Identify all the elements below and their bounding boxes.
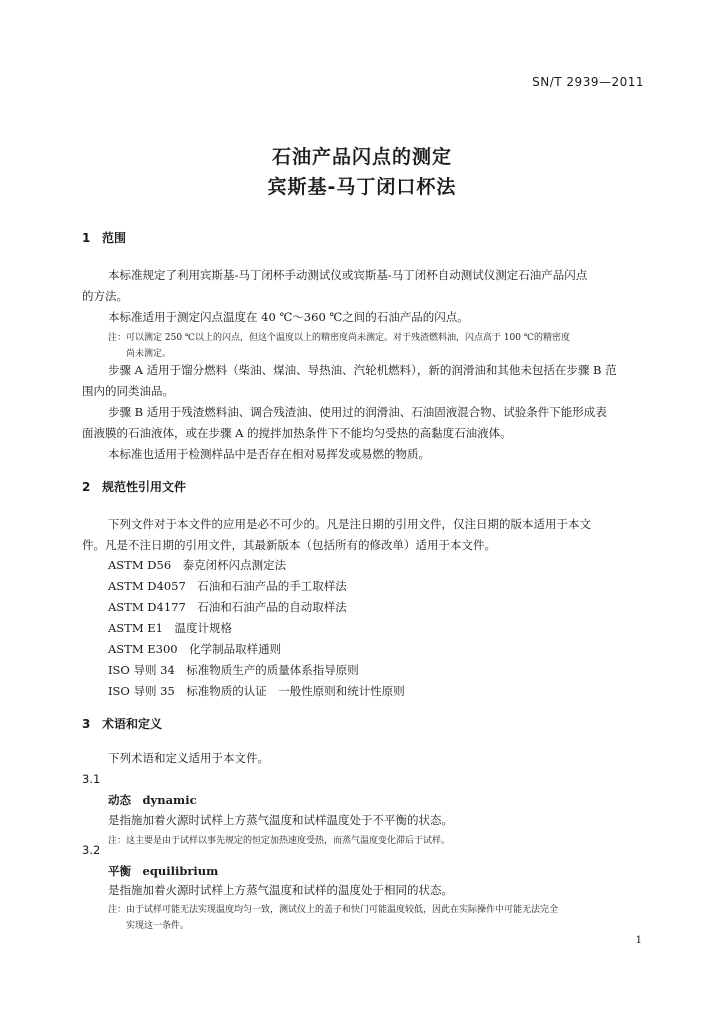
section-title: 术语和定义 [102,717,163,731]
reference-item [108,662,359,678]
reference-item [108,620,232,636]
paragraph: 面液膜的石油液体，或在步骤 A 的搅拌加热条件下不能均匀受热的高黏度石油液体。 [82,426,512,440]
reference-title: 标准物质的认证 一般性原则和统计性原则 [186,684,405,698]
reference-item [108,641,281,657]
note: 注：这主要是由于试样以事先规定的恒定加热速度受热，而蒸气温度变化滞后于试样。 [108,836,451,846]
section-title: 范围 [102,231,127,245]
term-number: 3.2 [82,843,101,857]
paragraph: 下列文件对于本文件的应用是必不可少的。凡是注日期的引用文件，仅注日期的版本适用于本文 [108,517,591,531]
reference-code: ASTM D4057 [108,579,186,593]
section-3-heading [82,715,162,732]
paragraph: 本标准规定了利用宾斯基-马丁闭杯手动测试仪或宾斯基-马丁闭杯自动测试仪测定石油产品闪点 [108,268,588,282]
reference-code: ISO 导则 34 [108,663,175,677]
term-zh: 平衡 [108,864,131,878]
section-title: 规范性引用文件 [102,480,187,494]
paragraph: 下列术语和定义适用于本文件。 [108,751,269,765]
reference-title: 泰克闭杯闪点测定法 [182,558,287,572]
reference-title: 石油和石油产品的手工取样法 [197,579,347,593]
note: 尚未测定。 [126,349,172,359]
reference-code: ASTM E1 [108,621,163,635]
term-en: dynamic [142,793,197,807]
paragraph: 本标准也适用于检测样品中是否存在相对易挥发或易燃的物质。 [108,447,430,461]
page-number: 1 [635,935,642,946]
section-1-heading [82,229,126,246]
reference-item [108,599,347,615]
title-line-1: 石油产品闪点的测定 [271,146,452,168]
paragraph: 步骤 B 适用于残渣燃料油、调合残渣油、使用过的润滑油、石油固液混合物、试验条件下能形成表 [108,405,607,419]
reference-title: 温度计规格 [174,621,232,635]
paragraph: 本标准适用于测定闪点温度在 40 ℃～360 ℃之间的石油产品的闪点。 [108,310,469,324]
standard-number: SN/T 2939—2011 [532,75,644,89]
note: 注：由于试样可能无法实现温度均匀一致，测试仪上的盖子和快门可能温度较低，因此在实际操作中可能无法完全 [108,905,559,915]
section-2-heading [82,478,186,495]
reference-code: ASTM E300 [108,642,178,656]
term-zh: 动态 [108,793,131,807]
reference-item [108,557,286,573]
term-definition: 是指施加着火源时试样上方蒸气温度和试样温度处于不平衡的状态。 [108,813,453,827]
paragraph: 的方法。 [82,289,128,303]
term-number: 3.1 [82,772,101,786]
term-en: equilibrium [142,864,219,878]
section-number: 3 [82,717,91,731]
reference-title: 标准物质生产的质量体系指导原则 [186,663,359,677]
paragraph: 步骤 A 适用于馏分燃料（柴油、煤油、导热油、汽轮机燃料），新的润滑油和其他未包括在步骤 B 范 [108,363,617,377]
title-line-2: 宾斯基-马丁闭口杯法 [267,176,457,198]
section-number: 1 [82,231,91,245]
term-definition: 是指施加着火源时试样上方蒸气温度和试样的温度处于相同的状态。 [108,883,453,897]
reference-code: ASTM D4177 [108,600,186,614]
note: 注：可以测定 250 ℃以上的闪点，但这个温度以上的精密度尚未测定。对于残渣燃料油，闪点高于 100 ℃的精密度 [108,333,570,343]
reference-title: 石油和石油产品的自动取样法 [197,600,347,614]
paragraph: 围内的同类油品。 [82,384,174,398]
reference-code: ASTM D56 [108,558,172,572]
reference-item [108,683,405,699]
term-heading [108,863,218,879]
reference-item [108,578,347,594]
paragraph: 件。凡是不注日期的引用文件，其最新版本（包括所有的修改单）适用于本文件。 [82,538,496,552]
term-heading [108,792,197,808]
reference-title: 化学制品取样通则 [189,642,282,656]
section-number: 2 [82,480,91,494]
reference-code: ISO 导则 35 [108,684,175,698]
note: 实现这一条件。 [126,921,190,931]
